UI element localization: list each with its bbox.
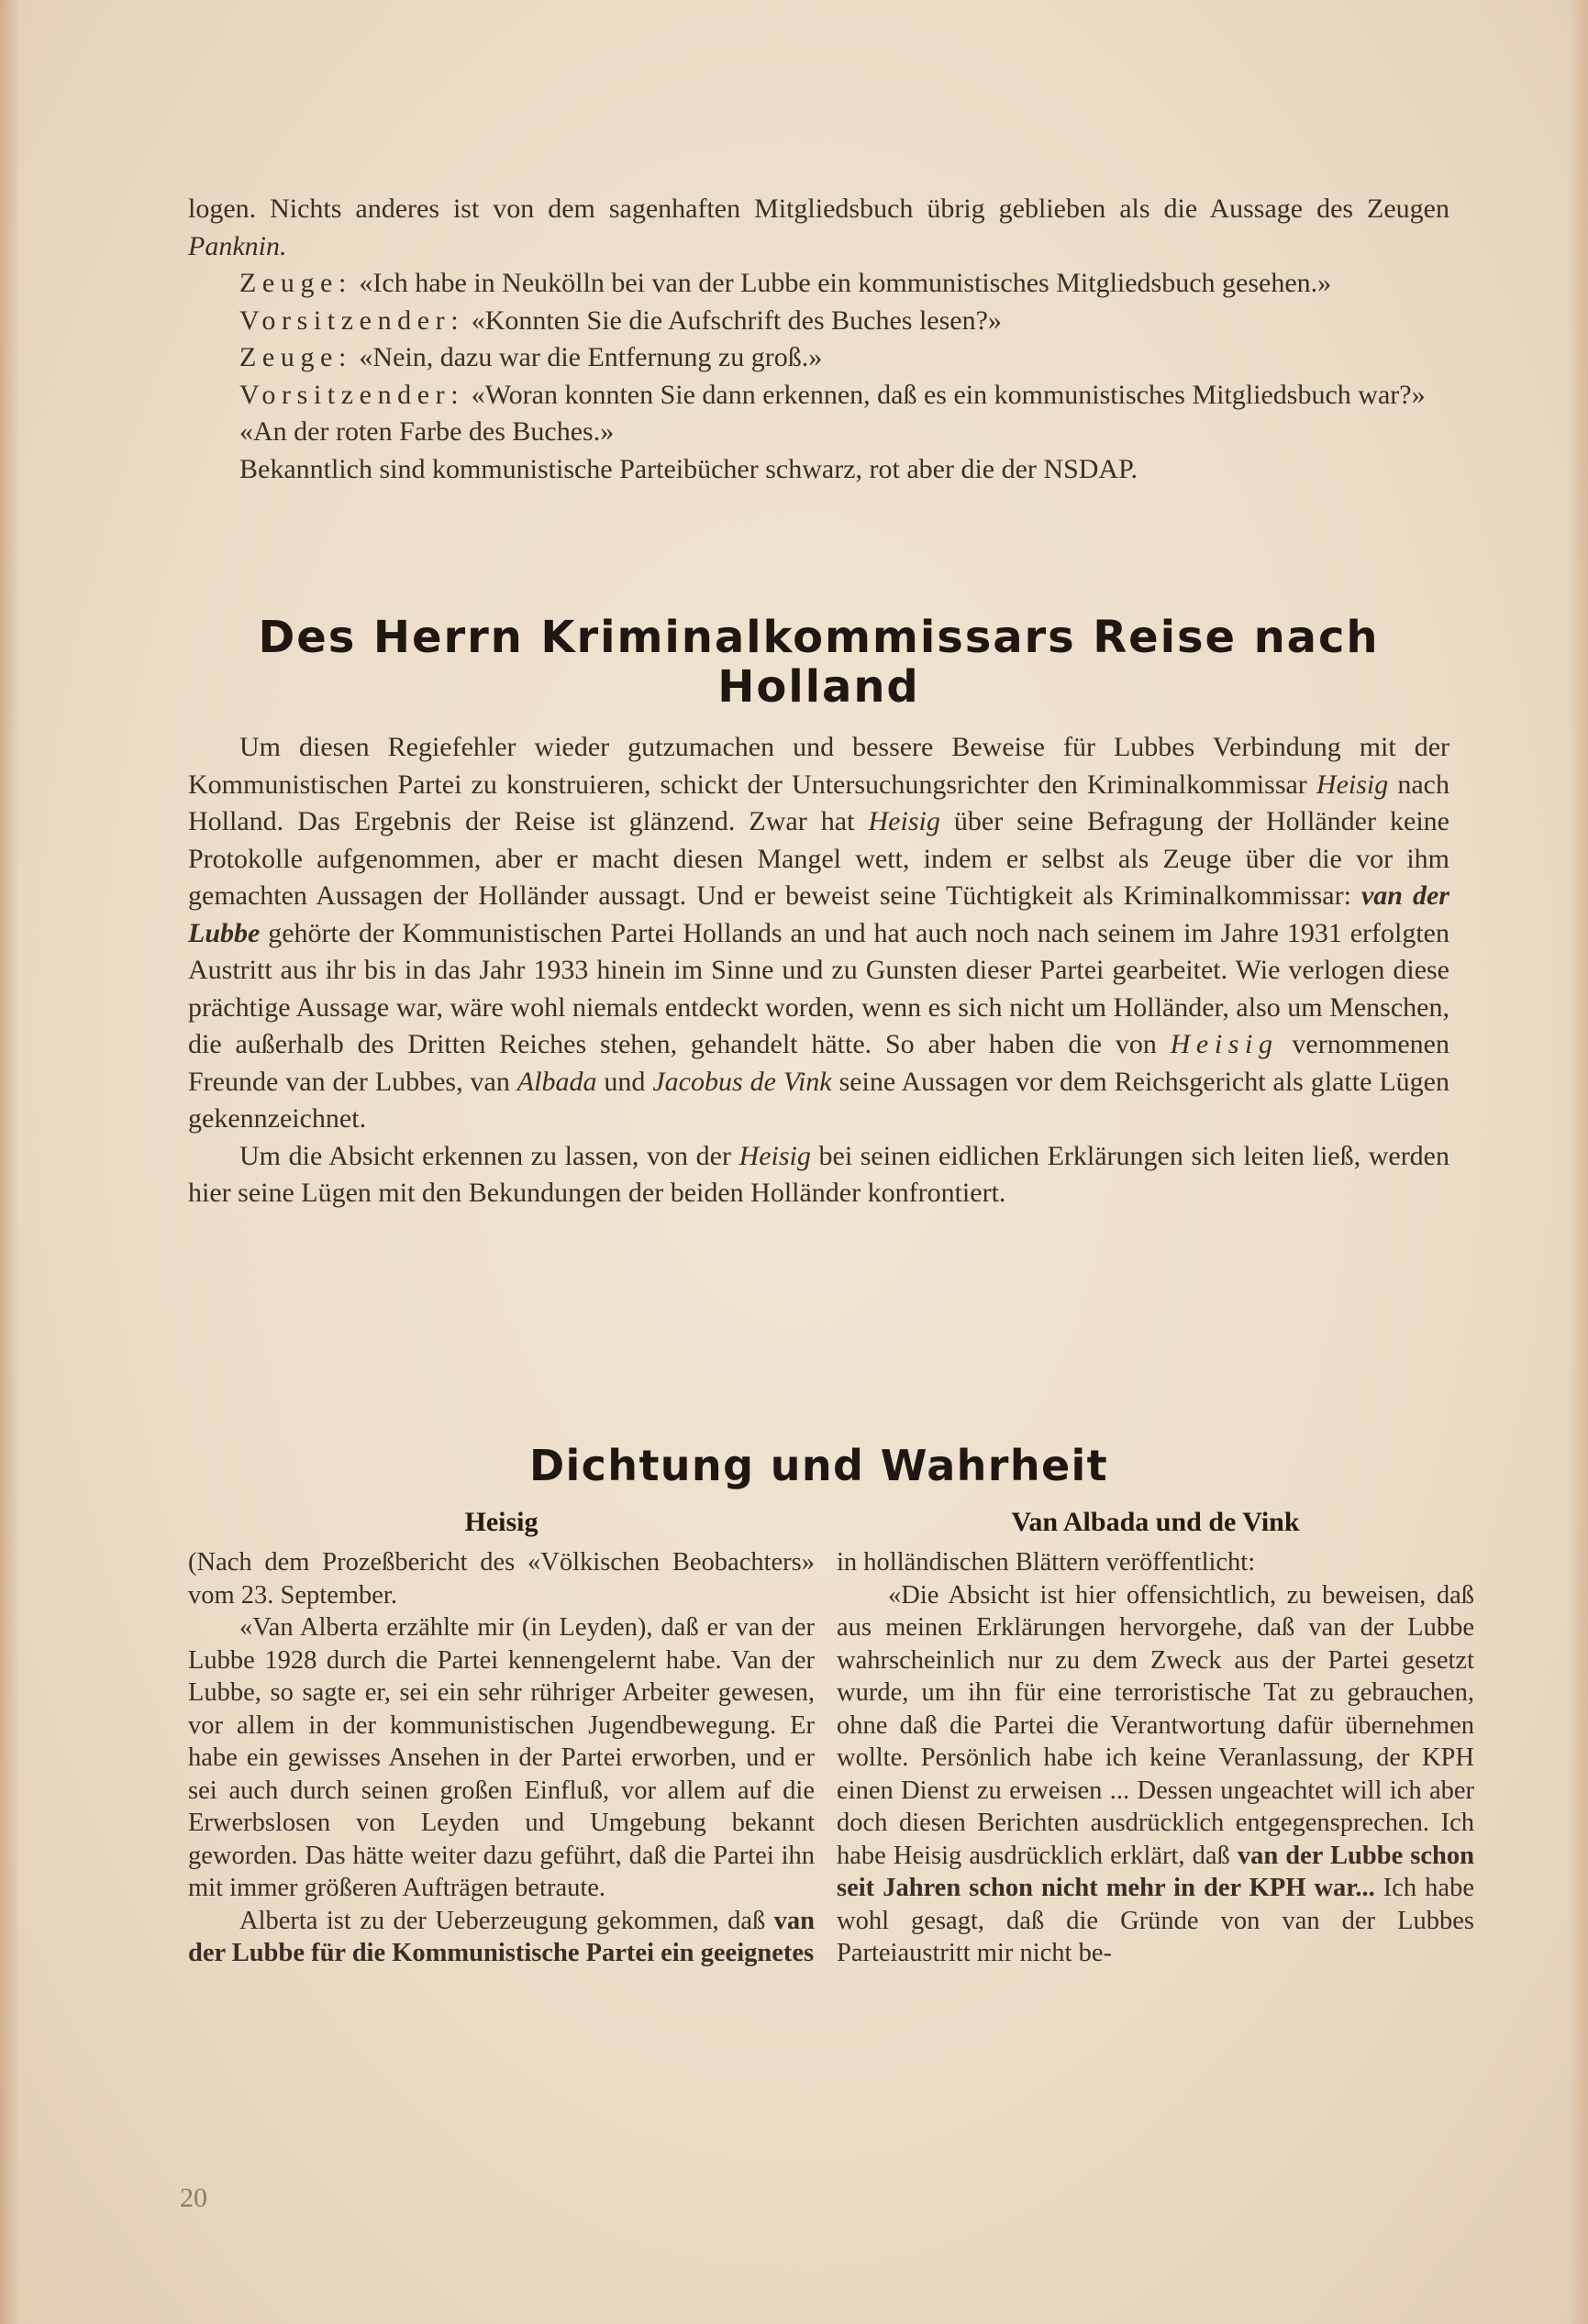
name-heisig: Heisig [1170, 1029, 1279, 1059]
dialog-line [188, 265, 1449, 303]
text-run: Ich habe wohl gesagt, daß die Gründe von van der Lubbes Parteiaustritt mir nicht be- [837, 1874, 1474, 1967]
name-van-der-lubbe: van der Lubbe [188, 880, 1449, 948]
dialog-line [188, 303, 1449, 340]
speaker-label: Vorsitzender: [239, 379, 465, 410]
text-run: «Die Absicht ist hier offensichtlich, zu beweisen, daß aus meinen Erklärungen hervorgehe, daß van der Lubbe wahrscheinlich nur zu dem Zweck aus der Partei gesetzt wurde, um ihn für eine terroristische Tat zu gebrauchen, ohne daß die Partei die Verantwortung dafür übernehmen wollte. Persönlich habe ich keine Veranlassung, der KPH einen Dienst zu erweisen ... Dessen ungeachtet will ich aber doch diesen Berichten ausdrücklich entgegensprechen. Ich habe Heisig ausdrücklich erklärt, daß [837, 1580, 1474, 1870]
dialog-text: «Woran konnten Sie dann erkennen, daß es ein kommunistisches Mitgliedsbuch war?» [464, 379, 1426, 410]
name-de-vink: Jacobus de Vink [652, 1066, 832, 1097]
column-paragraph [837, 1579, 1474, 1970]
continuation-text: logen. Nichts anderes ist von dem sagenhaften Mitgliedsbuch übrig geblieben als die Aussage des Zeugen [188, 194, 1449, 224]
column-paragraph: «Van Alberta erzählte mir (in Leyden), daß er van der Lubbe 1928 durch die Partei kennengelernt habe. Van der Lubbe, so sagte er, sei ein sehr rühriger Arbeiter gewesen, vor allem in der kommunistischen Jugendbewegung. Er habe ein gewisses Ansehen in der Partei erworben, und er sei auch durch seinen großen Einfluß, vor allem auf die Erwerbslosen von Leyden und Umgebung bekannt geworden. Das hätte weiter dazu geführt, daß die Partei ihn mit immer größeren Aufträgen betraute. [188, 1613, 815, 1902]
text-run: gehörte der Kommunistischen Partei Hollands an und hat auch noch nach seinem im Jahre 1931 erfolgten Austritt aus ihr bis in das Jahr 1933 hinein im Sinne und zu Gunsten dieser Partei gearbeitet. Wie verlogen diese prächtige Aussage war, wäre wohl niemals entdeckt worden, wenn es sich nicht um Holländer, also um Menschen, die außerhalb des Dritten Reiches stehen, gehandelt hätte. So aber haben die von [188, 917, 1449, 1059]
text-run: vernommenen Freunde van der Lubbes, van [188, 1029, 1450, 1097]
dialog-text: «Konnten Sie die Aufschrift des Buches lesen?» [464, 304, 1002, 336]
column-heading: Heisig [464, 1507, 539, 1537]
right-column [837, 1504, 1474, 1970]
text-run: seine Aussagen vor dem Reichsgericht als glatte Lügen gekennzeichnet. [188, 1066, 1449, 1134]
section-heading-holland: Des Herrn Kriminalkommissars Reise nach Holland [258, 612, 1380, 713]
section-paragraph [188, 729, 1449, 1138]
closing-remark: Bekanntlich sind kommunistische Parteibücher schwarz, rot aber die der NSDAP. [239, 453, 1138, 484]
text-run: über seine Befragung der Holländer keine Protokolle aufgenommen, aber er macht diesen Mangel wett, indem er selbst als Zeuge über die vor ihm gemachten Aussagen der Holländer aussagt. Und er beweist seine Tüchtigkeit als Kriminalkommissar: [188, 806, 1449, 911]
text-run: und [596, 1066, 653, 1097]
speaker-label: Vorsitzender: [239, 304, 465, 336]
name-heisig: Heisig [1316, 769, 1389, 800]
dialog-text: «Nein, dazu war die Entfernung zu groß.» [351, 342, 823, 372]
text-run: Alberta ist zu der Ueberzeugung gekommen, daß [239, 1906, 774, 1935]
section-heading-dichtung: Dichtung und Wahrheit [528, 1441, 1109, 1490]
speaker-label: Zeuge: [239, 342, 352, 372]
column-paragraph [188, 1905, 815, 1970]
column-source: in holländischen Blättern veröffentlicht: [837, 1548, 1256, 1577]
left-column [188, 1504, 815, 1970]
bold-run: van der Lubbe schon seit Jahren schon nicht mehr in der KPH war... [837, 1841, 1475, 1902]
text-run: bei seinen eidlichen Erklärungen sich leiten ließ, werden hier seine Lügen mit den Bekundungen der beiden Holländer konfrontiert. [188, 1140, 1449, 1208]
name-heisig: Heisig [868, 806, 940, 836]
speaker-label: Zeuge: [239, 268, 352, 298]
text-run: nach Holland. Das Ergebnis der Reise ist glänzend. Zwar hat [188, 769, 1449, 836]
column-heading: Van Albada und de Vink [1011, 1507, 1300, 1537]
dialog-text: «Ich habe in Neukölln bei van der Lubbe ein kommunistisches Mitgliedsbuch gesehen.» [351, 268, 1332, 298]
text-run: Um diesen Regiefehler wieder gutzumachen und bessere Beweise für Lubbes Verbindung mit der Kommunistischen Partei zu konstruieren, schickt der Untersuchungsrichter den Kriminalkommissar [188, 732, 1449, 800]
name-heisig: Heisig [738, 1140, 811, 1171]
name-albada: Albada [516, 1066, 597, 1097]
dialog-line [188, 339, 1449, 377]
page-number: 20 [180, 2183, 207, 2213]
text-run: Um die Absicht erkennen zu lassen, von der [239, 1140, 739, 1171]
section-holland [188, 729, 1449, 1212]
bold-run: van der Lubbe für die Kommunistische Partei ein geeignetes [188, 1906, 815, 1967]
continuation-paragraph [188, 191, 1449, 265]
witness-name: Panknin. [188, 230, 287, 261]
section-paragraph [188, 1138, 1449, 1212]
dialog-answer: «An der roten Farbe des Buches.» [239, 416, 615, 447]
dialog-line [188, 377, 1449, 415]
column-source: (Nach dem Prozeßbericht des «Völkischen Beobachters» vom 23. September. [188, 1548, 815, 1610]
top-section [188, 191, 1449, 488]
